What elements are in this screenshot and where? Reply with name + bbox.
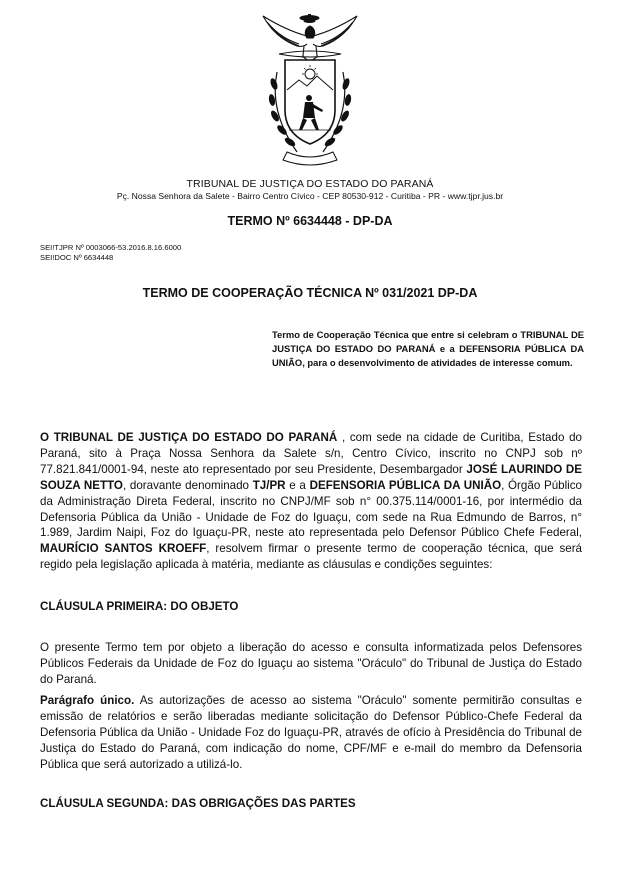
- intro-paragraph: [40, 430, 582, 573]
- intro-text-4: , Órgão Público da Administração Direta Federal, inscrito no CNPJ/MF sob n° 00.375.114/0001-16, por intermédio da Defensoria Pública da União - Unidade de Foz do Iguaçu, com sede na Rua Edmundo de Barros, n° 1.989, Jardim Naipi, Foz do Iguaçu-PR, neste ato representada pelo Defensor Público Chefe Federal,: [40, 478, 583, 540]
- intro-text-2: , doravante denominado: [122, 478, 253, 492]
- sole-paragraph-text: As autorizações de acesso ao sistema "Oráculo" somente permitirão consultas e emissão de relatórios e serão liberadas mediante solicitação do Defensor Público-Chefe Federal da Defensoria Pública da União - Unidade Foz do Iguaçu-PR, através de ofício à Presidência do Tribunal de Justiça do Estado do Paraná, com indicação do nome, CPF/MF e e-mail do membro da Defensoria Pública que será autorizado a utilizá-lo.: [40, 694, 582, 771]
- president-name: JOSÉ LAURINDO DE SOUZA NETTO: [40, 462, 582, 492]
- parana-coat-of-arms-icon: [247, 12, 373, 172]
- party-two-name: DEFENSORIA PÚBLICA DA UNIÃO: [309, 478, 502, 492]
- intro-text-1: , com sede na cidade de Curitiba, Estado do Paraná, sito à Praça Nossa Senhora da Salete s/n, Centro Cívico, inscrito no CNPJ sob nº 77.821.841/0001-94, neste ato representado por seu Presidente, Desembargador: [40, 431, 582, 476]
- term-number: TERMO Nº 6634448 - DP-DA: [227, 214, 393, 228]
- pine-tree-icon: [300, 14, 320, 23]
- sei-document-reference: SEI!DOC Nº 6634448: [40, 253, 114, 262]
- clause-one-title: CLÁUSULA PRIMEIRA: DO OBJETO: [40, 600, 239, 613]
- sole-paragraph-label: Parágrafo único.: [40, 694, 135, 707]
- clause-one-sole-paragraph: [40, 693, 582, 773]
- clause-two-title: CLÁUSULA SEGUNDA: DAS OBRIGAÇÕES DAS PARTES: [40, 797, 356, 810]
- tjpr-abbreviation: TJ/PR: [252, 478, 286, 492]
- document-summary: Termo de Cooperação Técnica que entre si celebram o TRIBUNAL DE JUSTIÇA DO ESTADO DO PARANÁ e a DEFENSORIA PÚBLICA DA UNIÃO, para o desenvolvimento de atividades de interesse comum.: [272, 329, 584, 369]
- intro-text-5: , resolvem firmar o presente termo de cooperação técnica, que será regido pela legislação aplicada à matéria, mediante as cláusulas e condições seguintes:: [40, 542, 583, 572]
- court-address: Pç. Nossa Senhora da Salete - Bairro Centro Cívico - CEP 80530-912 - Curitiba - PR - www.tjpr.jus.br: [116, 191, 504, 201]
- shield-icon: [285, 60, 335, 144]
- defender-name: MAURÍCIO SANTOS KROEFF: [40, 542, 207, 556]
- clause-one-text: O presente Termo tem por objeto a liberação do acesso e consulta informatizada pelos Defensores Públicos Federais da Unidade de Foz do Iguaçu ao sistema "Oráculo" do Tribunal de Justiça do Estado do Paraná.: [40, 641, 582, 686]
- party-one-name: O TRIBUNAL DE JUSTIÇA DO ESTADO DO PARANÁ: [40, 431, 338, 444]
- document-title: TERMO DE COOPERAÇÃO TÉCNICA Nº 031/2021 DP-DA: [142, 286, 478, 300]
- court-name: TRIBUNAL DE JUSTIÇA DO ESTADO DO PARANÁ: [186, 178, 434, 190]
- sei-process-reference: SEI!TJPR Nº 0003066-53.2016.8.16.6000: [40, 243, 182, 252]
- intro-text-3: e a: [285, 478, 310, 492]
